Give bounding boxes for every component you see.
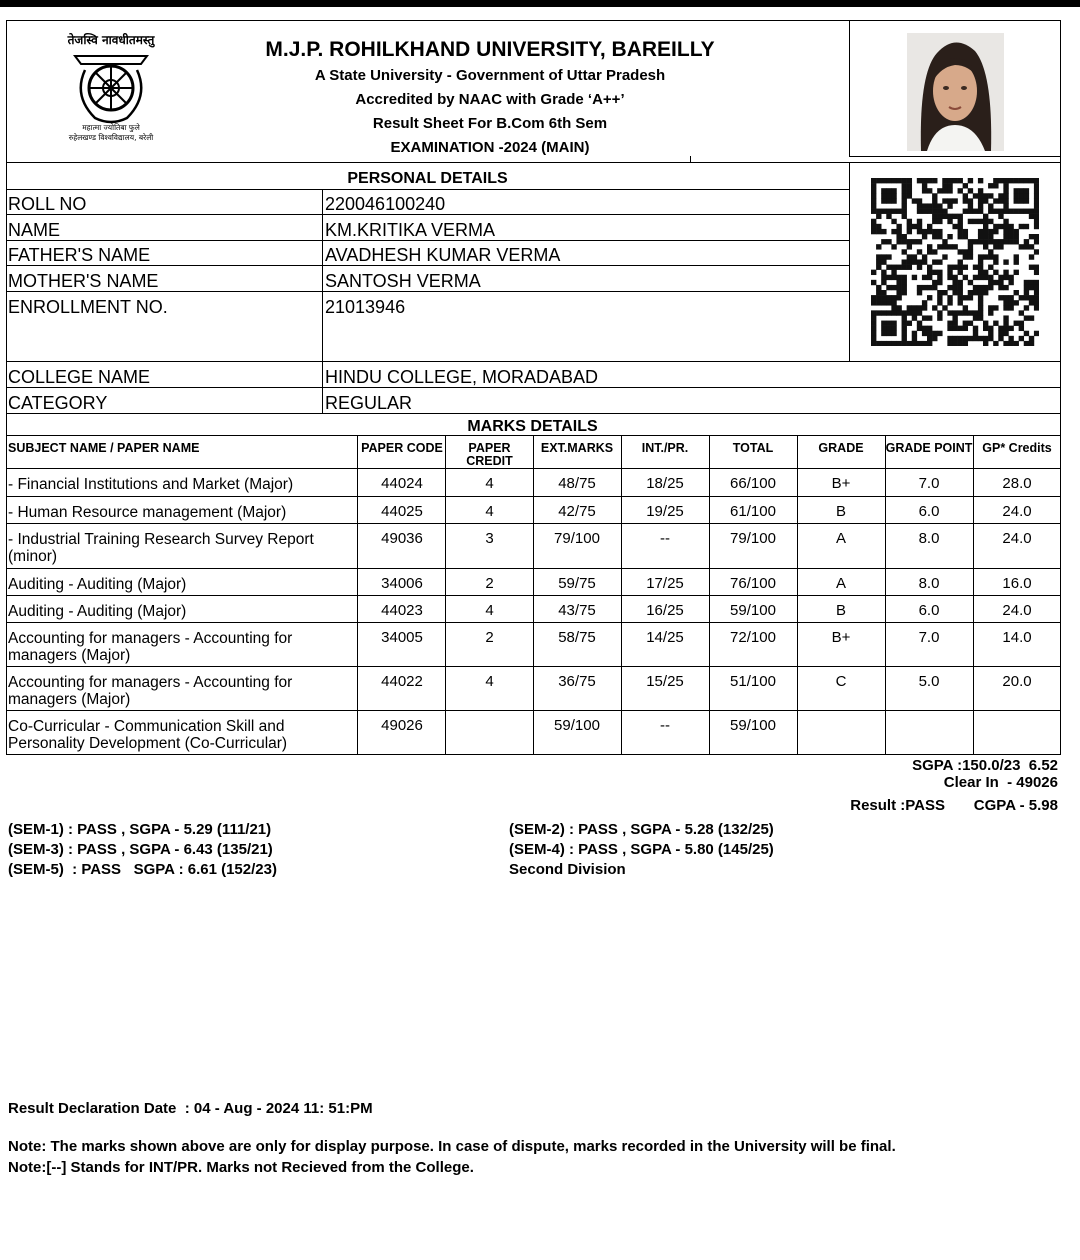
paper-credit-cell: 4 <box>485 475 494 492</box>
int-pr-cell: -- <box>660 530 670 547</box>
category-value: REGULAR <box>325 393 413 413</box>
header-line-4: EXAMINATION -2024 (MAIN) <box>390 139 590 156</box>
gp-credits-cell: 16.0 <box>1002 575 1032 592</box>
paper-credit-cell: 4 <box>485 673 494 690</box>
ext-marks-cell: 59/100 <box>554 717 600 734</box>
grade-cell: A <box>835 530 846 547</box>
ext-marks-cell: 58/75 <box>558 629 596 646</box>
gp-credits-cell: 14.0 <box>1002 629 1032 646</box>
clear-in: Clear In - 49026 <box>943 774 1058 791</box>
enrollment-label: ENROLLMENT NO. <box>8 297 168 317</box>
grade-cell: B <box>835 602 846 619</box>
int-pr-cell: 15/25 <box>646 673 684 690</box>
grade-point-header: GRADE POINT <box>885 441 973 455</box>
header-line-1: A State University - Government of Uttar Pradesh <box>314 67 666 84</box>
paper-credit-header: PAPER CREDIT <box>466 441 513 468</box>
sem-2-result: (SEM-2) : PASS , SGPA - 5.28 (132/25) <box>509 821 774 838</box>
paper-code-cell: 49026 <box>381 717 423 734</box>
roll-no-label: ROLL NO <box>8 194 87 214</box>
column-divider <box>621 435 622 754</box>
qr-code <box>871 178 1039 346</box>
paper-credit-cell: 2 <box>485 575 494 592</box>
paper-code-cell: 44024 <box>381 475 423 492</box>
logo-caption-2: रुहेलखण्ड विश्वविद्यालय, बरेली <box>68 133 154 142</box>
column-divider <box>445 435 446 754</box>
int-pr-cell: 18/25 <box>646 475 684 492</box>
subject-name-cell: Auditing - Auditing (Major) <box>8 603 187 620</box>
category-label: CATEGORY <box>8 393 108 413</box>
grade-cell: A <box>835 575 846 592</box>
university-logo <box>55 26 167 144</box>
roll-no-value: 220046100240 <box>325 194 446 214</box>
marks-details-heading: MARKS DETAILS <box>467 418 598 435</box>
gp-credits-cell: 24.0 <box>1002 530 1032 547</box>
int-pr-cell: 14/25 <box>646 629 684 646</box>
paper-code-cell: 44025 <box>381 503 423 520</box>
int-pr-cell: -- <box>660 717 670 734</box>
top-border <box>0 0 1080 7</box>
column-divider <box>533 435 534 754</box>
paper-code-cell: 44022 <box>381 673 423 690</box>
personal-details-heading: PERSONAL DETAILS <box>347 170 508 187</box>
header-line-3: Result Sheet For B.Com 6th Sem <box>372 115 608 132</box>
result-status: Result :PASS <box>850 797 945 814</box>
total-header: TOTAL <box>732 441 774 455</box>
grade-point-cell: 5.0 <box>918 673 940 690</box>
total-cell: 72/100 <box>730 629 776 646</box>
subject-name-cell: - Industrial Training Research Survey Report (minor) <box>8 531 314 565</box>
ext-marks-cell: 59/75 <box>558 575 596 592</box>
paper-code-cell: 49036 <box>381 530 423 547</box>
subject-header: SUBJECT NAME / PAPER NAME <box>8 441 200 455</box>
mother-name-value: SANTOSH VERMA <box>325 271 481 291</box>
paper-credit-cell: 3 <box>485 530 494 547</box>
total-cell: 79/100 <box>730 530 776 547</box>
grade-point-cell: 7.0 <box>918 475 940 492</box>
total-cell: 59/100 <box>730 717 776 734</box>
int-pr-cell: 16/25 <box>646 602 684 619</box>
gp-credits-cell: 28.0 <box>1002 475 1032 492</box>
gp-credits-cell: 24.0 <box>1002 602 1032 619</box>
university-name: M.J.P. ROHILKHAND UNIVERSITY, BAREILLY <box>265 38 715 61</box>
division: Second Division <box>509 861 626 878</box>
result-declaration-date: Result Declaration Date : 04 - Aug - 2024 11: 51:PM <box>8 1100 373 1117</box>
college-name-value: HINDU COLLEGE, MORADABAD <box>325 367 599 387</box>
note-display-purpose: Note: The marks shown above are only for display purpose. In case of dispute, marks recorded in the University will be final. <box>8 1138 896 1155</box>
subject-name-cell: Accounting for managers - Accounting for managers (Major) <box>8 630 293 664</box>
ext-marks-header: EXT.MARKS <box>540 441 614 455</box>
name-value: KM.KRITIKA VERMA <box>325 220 496 240</box>
column-divider <box>885 435 886 754</box>
total-cell: 51/100 <box>730 673 776 690</box>
sgpa-summary: SGPA :150.0/23 6.52 <box>912 757 1058 774</box>
enrollment-value: 21013946 <box>325 297 406 317</box>
header-line-2: Accredited by NAAC with Grade ‘A++’ <box>355 91 625 108</box>
subject-name-cell: Auditing - Auditing (Major) <box>8 576 187 593</box>
gp-credits-header: GP* Credits <box>982 441 1052 455</box>
sem-1-result: (SEM-1) : PASS , SGPA - 5.29 (111/21) <box>8 821 272 838</box>
grade-point-cell: 8.0 <box>918 530 940 547</box>
paper-credit-cell: 4 <box>485 503 494 520</box>
grade-cell: B+ <box>831 629 851 646</box>
subject-name-cell: - Human Resource management (Major) <box>8 504 287 521</box>
grade-point-cell: 7.0 <box>918 629 940 646</box>
paper-credit-cell: 4 <box>485 602 494 619</box>
sem-5-result: (SEM-5) : PASS SGPA : 6.61 (152/23) <box>8 861 277 878</box>
total-cell: 66/100 <box>730 475 776 492</box>
student-photo <box>907 33 1004 151</box>
int-pr-header: INT./PR. <box>641 441 689 455</box>
mother-name-label: MOTHER'S NAME <box>8 271 159 291</box>
note-int-pr: Note:[--] Stands for INT/PR. Marks not Recieved from the College. <box>8 1159 474 1176</box>
grade-point-cell: 6.0 <box>918 503 940 520</box>
gp-credits-cell: 20.0 <box>1002 673 1032 690</box>
ext-marks-cell: 48/75 <box>558 475 596 492</box>
ext-marks-cell: 43/75 <box>558 602 596 619</box>
ext-marks-cell: 42/75 <box>558 503 596 520</box>
sem-3-result: (SEM-3) : PASS , SGPA - 6.43 (135/21) <box>8 841 273 858</box>
paper-code-cell: 34005 <box>381 629 423 646</box>
college-name-label: COLLEGE NAME <box>8 367 151 387</box>
sem-4-result: (SEM-4) : PASS , SGPA - 5.80 (145/25) <box>509 841 774 858</box>
row-divider <box>6 754 1061 755</box>
column-divider <box>797 435 798 754</box>
logo-caption-1: महात्मा ज्योतिबा फुले <box>82 123 140 132</box>
grade-point-cell: 6.0 <box>918 602 940 619</box>
grade-point-cell: 8.0 <box>918 575 940 592</box>
subject-name-cell: Co-Curricular - Communication Skill and Personality Development (Co-Curricular) <box>8 718 288 752</box>
column-divider <box>357 435 358 754</box>
grade-cell: C <box>835 673 847 690</box>
ext-marks-cell: 79/100 <box>554 530 600 547</box>
subject-name-cell: - Financial Institutions and Market (Major) <box>8 476 294 493</box>
int-pr-cell: 19/25 <box>646 503 684 520</box>
grade-header: GRADE <box>818 441 864 455</box>
paper-credit-cell: 2 <box>485 629 494 646</box>
column-divider <box>973 435 974 754</box>
father-name-value: AVADHESH KUMAR VERMA <box>325 245 561 265</box>
subject-name-cell: Accounting for managers - Accounting for managers (Major) <box>8 674 293 708</box>
total-cell: 61/100 <box>730 503 776 520</box>
gp-credits-cell: 24.0 <box>1002 503 1032 520</box>
paper-code-cell: 34006 <box>381 575 423 592</box>
paper-code-header: PAPER CODE <box>361 441 443 455</box>
column-divider <box>709 435 710 754</box>
grade-cell: B+ <box>831 475 851 492</box>
logo-motto: तेजस्वि नावधीतमस्तु <box>67 33 155 47</box>
cgpa: CGPA - 5.98 <box>973 797 1058 814</box>
grade-cell: B <box>835 503 846 520</box>
ext-marks-cell: 36/75 <box>558 673 596 690</box>
name-label: NAME <box>8 220 61 240</box>
paper-code-cell: 44023 <box>381 602 423 619</box>
total-cell: 59/100 <box>730 602 776 619</box>
total-cell: 76/100 <box>730 575 776 592</box>
father-name-label: FATHER'S NAME <box>8 245 151 265</box>
int-pr-cell: 17/25 <box>646 575 684 592</box>
